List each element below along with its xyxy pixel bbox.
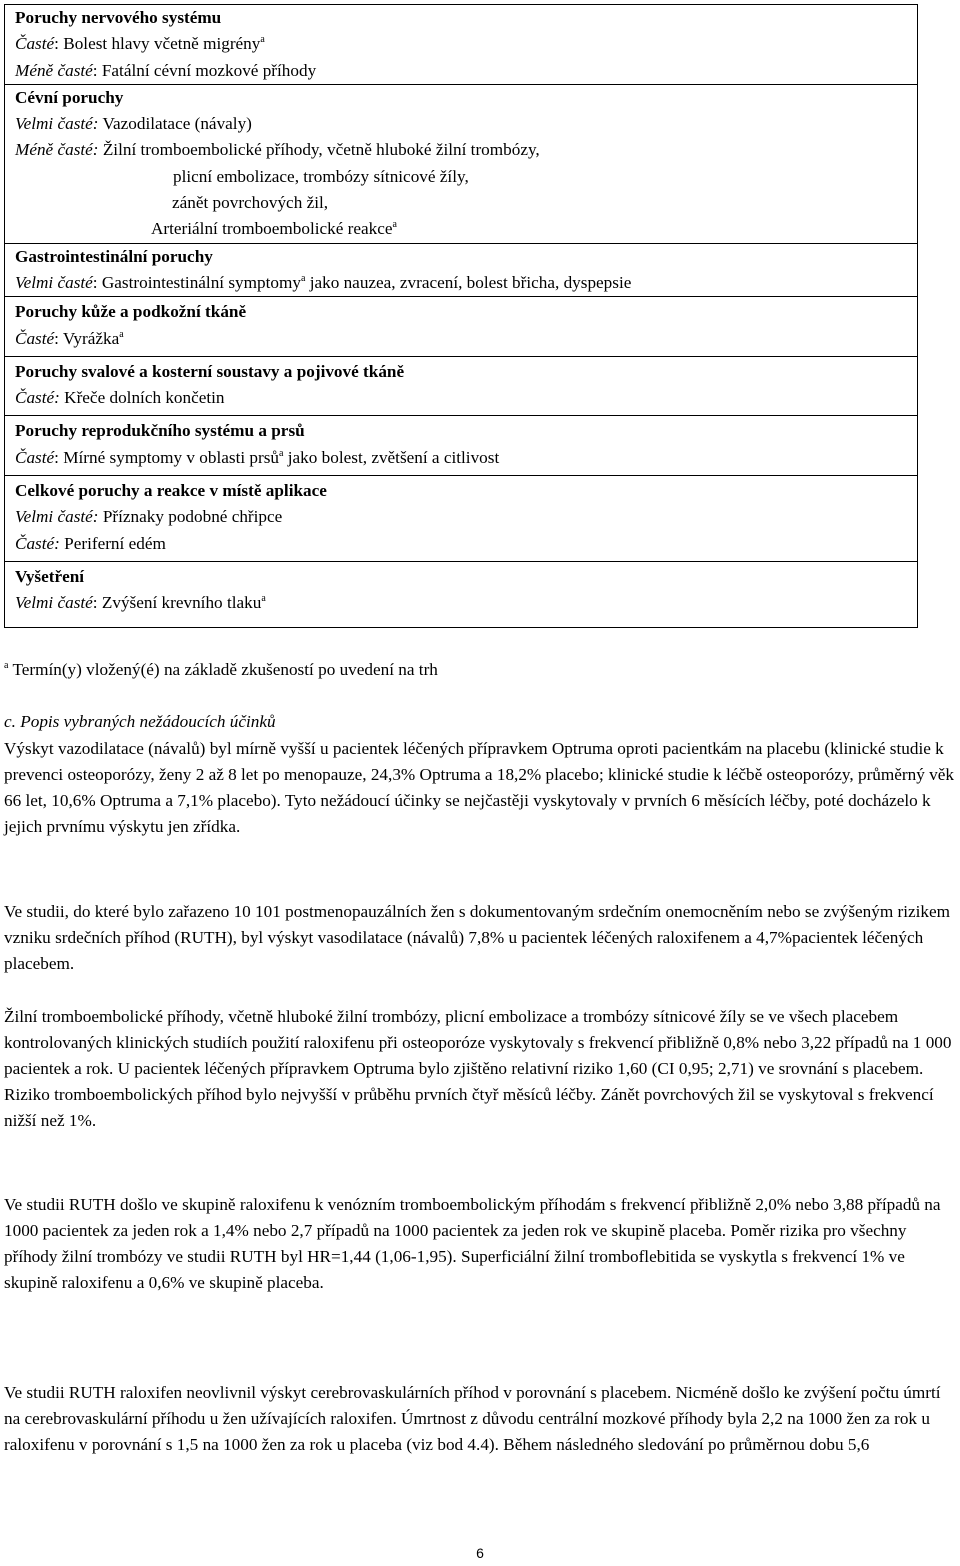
paragraph: Výskyt vazodilatace (návalů) byl mírně vyšší u pacientek léčených přípravkem Optruma oproti pacientkám na placebu (klinické studie k prevenci osteoporózy, ženy 2 až 8 let po menopauze, 24,3% Optruma a 18,2% placebo; klinické studie k léčbě osteoporózy, průměrný věk 66 let, 10,6% Optruma a 7,1% placebo). Tyto nežádoucí účinky se nejčastěji vyskytovaly v prvních 6 měsících léčby, poté docházelo k jejich prvnímu výskytu jen zřídka.: [4, 739, 954, 836]
footnote-mark: a: [119, 328, 124, 340]
separator: :: [54, 34, 64, 54]
table-row: [15, 137, 917, 163]
row-text: Vyrážka: [62, 328, 120, 348]
paragraph: Žilní tromboembolické příhody, včetně hluboké žilní trombózy, plicní embolizace a trombózy sítnicové žíly se ve všech placebem kontrolovaných klinických studiích použití raloxifenu při osteoporóze vyskytovaly s frekvencí přibližně 0,8% nebo 3,22 případů na 1 000 pacientek a rok. U pacientek léčených přípravkem Optruma bylo zjištěno relativní riziko 1,60 (CI 0,95; 2,71) ve srovnání s placebem. Riziko tromboembolických příhod bylo nejvyšší v průběhu prvních čtyř měsíců léčby. Zánět povrchových žil se vyskytoval s frekvencí nižší než 1%.: [4, 1007, 952, 1130]
frequency-label: Časté: [15, 34, 55, 54]
footnote-mark: a: [279, 447, 284, 459]
section-heading: Poruchy kůže a podkožní tkáně: [15, 302, 247, 322]
table-row: [15, 111, 917, 137]
table-row-continuation: [15, 216, 917, 242]
footnote-text: Termín(y) vložený(é) na základě zkušeností po uvedení na trh: [8, 660, 438, 679]
section-heading: Celkové poruchy a reakce v místě aplikace: [15, 481, 327, 501]
table-section: [5, 356, 917, 416]
row-text: Zvýšení krevního tlaku: [101, 593, 262, 613]
row-text: Vazodilatace (návaly): [102, 114, 252, 134]
separator: :: [92, 60, 102, 80]
table-section: [5, 296, 917, 356]
table-section: [5, 475, 917, 561]
table-section: [5, 84, 917, 243]
footnote-mark: a: [260, 34, 265, 46]
separator: :: [92, 593, 102, 613]
frequency-label: Časté: [15, 328, 55, 348]
paragraph: Ve studii, do které bylo zařazeno 10 101 postmenopauzálních žen s dokumentovaným srdečním onemocněním nebo se zvýšeným rizikem vzniku srdečních příhod (RUTH), byl výskyt vasodilatace (návalů) 7,8% u pacientek léčených raloxifenem a 4,7%pacientek léčených placebem.: [4, 902, 951, 973]
frequency-label: Méně časté:: [15, 140, 99, 160]
table-row: [15, 504, 917, 530]
row-text: Fatální cévní mozkové příhody: [101, 60, 317, 80]
row-text: Arteriální tromboembolické reakce: [151, 219, 393, 239]
frequency-label: Velmi časté:: [15, 114, 99, 134]
table-row: [15, 31, 917, 57]
paragraph: Ve studii RUTH raloxifen neovlivnil výskyt cerebrovaskulárních příhod v porovnání s placebem. Nicméně došlo ke zvýšení počtu úmrtí na cerebrovaskulární příhodu u žen užívajících raloxifen. Úmrtnost z důvodu centrální mozkové příhody byla 2,2 na 1000 žen za rok u raloxifenu v porovnání s 1,5 na 1000 žen za rok u placeba (viz bod 4.4). Během následného sledování po průměrnou dobu 5,6: [4, 1383, 941, 1454]
row-text: Periferní edém: [64, 533, 166, 553]
row-text: Příznaky podobné chřipce: [102, 507, 283, 527]
table-row: [15, 270, 917, 296]
page-number: 6: [476, 1545, 484, 1561]
footnote-mark: a: [261, 593, 266, 605]
table-section: [5, 5, 917, 84]
section-heading: Poruchy nervového systému: [15, 8, 222, 27]
section-heading: Poruchy reprodukčního systému a prsů: [15, 421, 305, 441]
separator: :: [92, 272, 102, 292]
table-row-continuation: [15, 190, 917, 216]
section-title: [4, 709, 956, 735]
section-heading: Cévní poruchy: [15, 87, 124, 107]
table-section: [5, 561, 917, 627]
row-text: Žilní tromboembolické příhody, včetně hluboké žilní trombózy,: [102, 140, 540, 160]
table-section: [5, 415, 917, 475]
table-section: [5, 243, 917, 297]
section-heading: Vyšetření: [15, 566, 85, 586]
table-row: [15, 590, 917, 616]
table-footnote: [4, 657, 438, 683]
paragraph: Ve studii RUTH došlo ve skupině raloxifenu k venózním tromboembolickým příhodám s frekvencí přibližně 2,0% nebo 3,88 případů na 1000 pacientek za jeden rok a 1,4% nebo 2,7 případů na 1000 pacientek za jeden rok ve skupině placeba. Poměr rizika pro všechny příhody žilní trombózy ve studii RUTH byl HR=1,44 (1,06-1,95). Superficiální žilní tromboflebitida se vyskytla s frekvencí 1% ve skupině raloxifenu a 0,6% ve skupině placeba.: [4, 1195, 941, 1292]
row-text-after: jako nauzea, zvracení, bolest břicha, dyspepsie: [305, 272, 632, 292]
frequency-label: Velmi časté: [15, 593, 93, 613]
row-text-after: jako bolest, zvětšení a citlivost: [283, 447, 500, 467]
footnote-mark: a: [300, 272, 306, 284]
row-text: Gastrointestinální symptomy: [101, 272, 301, 292]
footnote-mark: a: [392, 219, 397, 231]
row-text: Křeče dolních končetin: [64, 388, 225, 408]
row-text: Bolest hlavy včetně migrény: [63, 34, 261, 54]
row-text: plicní embolizace, trombózy sítnicové žíly,: [173, 166, 469, 186]
table-row-continuation: [15, 164, 917, 190]
frequency-label: Časté: [15, 447, 55, 467]
frequency-label: Velmi časté: [15, 272, 93, 292]
section-heading: Gastrointestinální poruchy: [15, 246, 213, 266]
table-row: [15, 326, 917, 352]
frequency-label: Časté:: [15, 533, 60, 553]
adverse-effects-table: [4, 4, 918, 628]
footnote-mark: a: [4, 660, 9, 671]
table-row: [15, 385, 917, 411]
section-title-text: c. Popis vybraných nežádoucích účinků: [4, 712, 276, 731]
frequency-label: Méně časté: [15, 60, 93, 80]
separator: :: [54, 328, 63, 348]
row-text: Mírné symptomy v oblasti prsů: [63, 447, 280, 467]
separator: :: [54, 447, 64, 467]
frequency-label: Časté:: [15, 388, 60, 408]
row-text: zánět povrchových žil,: [172, 193, 329, 213]
table-row: [15, 531, 917, 557]
frequency-label: Velmi časté:: [15, 507, 99, 527]
table-row: [15, 445, 917, 471]
table-row: [15, 58, 917, 84]
section-heading: Poruchy svalové a kosterní soustavy a pojivové tkáně: [15, 361, 405, 381]
